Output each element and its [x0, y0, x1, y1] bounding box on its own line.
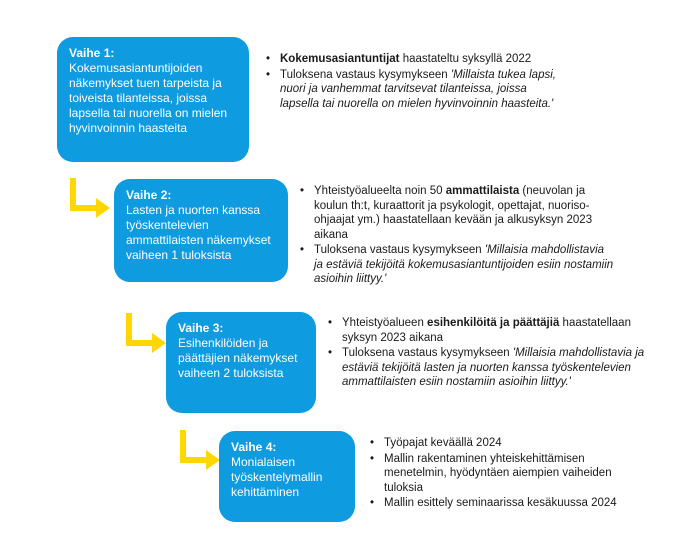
step-1-text: Kokemusasiantuntijoiden näkemykset tuen tarpeista ja toiveista tilanteissa, joissa lapsella tai nuorella on mielen hyvinvoinnin haasteita — [69, 61, 228, 135]
step-2-bullets — [296, 184, 616, 288]
bullet-text: Kokemusasiantuntijat — [280, 53, 400, 65]
step-4-title: Vaihe 4: — [231, 440, 277, 454]
bullet-item — [296, 243, 616, 287]
bullet-text: Yhteistyöalueen — [342, 317, 428, 329]
step-2-text: Lasten ja nuorten kanssa työskentelevien ammattilaisten näkemykset vaiheen 1 tuloksista — [126, 203, 271, 262]
bullet-item — [366, 436, 646, 451]
bullet-item — [262, 68, 562, 112]
bullet-text: Mallin esittely seminaarissa kesäkuussa 2024 — [384, 497, 617, 509]
bullet-text: Tuloksena vastaus kysymykseen — [314, 244, 485, 256]
bullet-item — [366, 452, 646, 496]
step-3-bullets — [324, 316, 646, 391]
bullet-text: esihenkilöitä ja päättäjiä — [427, 317, 560, 329]
step-1-title: Vaihe 1: — [69, 46, 115, 60]
bullet-text: (neuvolan ja koulun th:t, kuraattorit ja psykologit, opettajat, nuoriso-ohjaajat ym.) haastatellaan kevään ja alkusyksyn 2023 aikana — [314, 185, 593, 241]
elbow-arrow-icon — [124, 311, 172, 357]
bullet-text: Työpajat keväällä 2024 — [384, 437, 502, 449]
step-2-box — [114, 179, 288, 282]
bullet-text: 'Millaisia mahdollistavia ja estäviä tekijöitä kokemusasiantuntijoiden esiin nostamiin asioihin liittyy.' — [314, 244, 614, 285]
bullet-text: Yhteistyöalueelta noin 50 — [314, 185, 446, 197]
bullet-text: Tuloksena vastaus kysymykseen — [280, 68, 451, 81]
step-1-bullets — [262, 52, 562, 112]
step-4-text: Monialaisen työskentelymallin kehittäminen — [231, 455, 323, 499]
bullet-text: Mallin rakentaminen yhteiskehittämisen menetelmin, hyödyntäen aiempien vaiheiden tuloksia — [384, 452, 612, 494]
bullet-text: haastateltu syksyllä 2022 — [399, 53, 532, 65]
bullet-item — [366, 496, 646, 511]
step-3-box — [166, 312, 316, 413]
bullet-item — [324, 346, 646, 390]
bullet-text: haastatellaan syksyn 2023 aikana — [342, 317, 631, 344]
step-4-bullets — [366, 436, 646, 512]
step-3-title: Vaihe 3: — [178, 321, 224, 335]
step-2-title: Vaihe 2: — [126, 188, 172, 202]
step-3-text: Esihenkilöiden ja päättäjien näkemykset vaiheen 2 tuloksista — [178, 336, 298, 380]
step-1-box — [57, 37, 249, 162]
bullet-text: ammattilaista — [445, 185, 520, 197]
bullet-text: Tuloksena vastaus kysymykseen — [342, 347, 513, 359]
elbow-arrow-icon — [68, 176, 116, 222]
step-4-box — [219, 431, 355, 522]
bullet-text: 'Millaisia mahdollistavia ja estäviä tekijöitä lasten ja nuorten kanssa työskentelevien ammattilaisten esiin nostamiin asioihin liittyy.' — [342, 347, 645, 388]
bullet-text: 'Millaista tukea lapsi, nuori ja vanhemmat tarvitsevat tilanteissa, joissa lapsella tai nuorella on mielen hyvinvoinnin haasteita.' — [280, 68, 556, 110]
bullet-item — [262, 52, 562, 67]
bullet-item — [296, 184, 616, 242]
bullet-item — [324, 316, 646, 345]
